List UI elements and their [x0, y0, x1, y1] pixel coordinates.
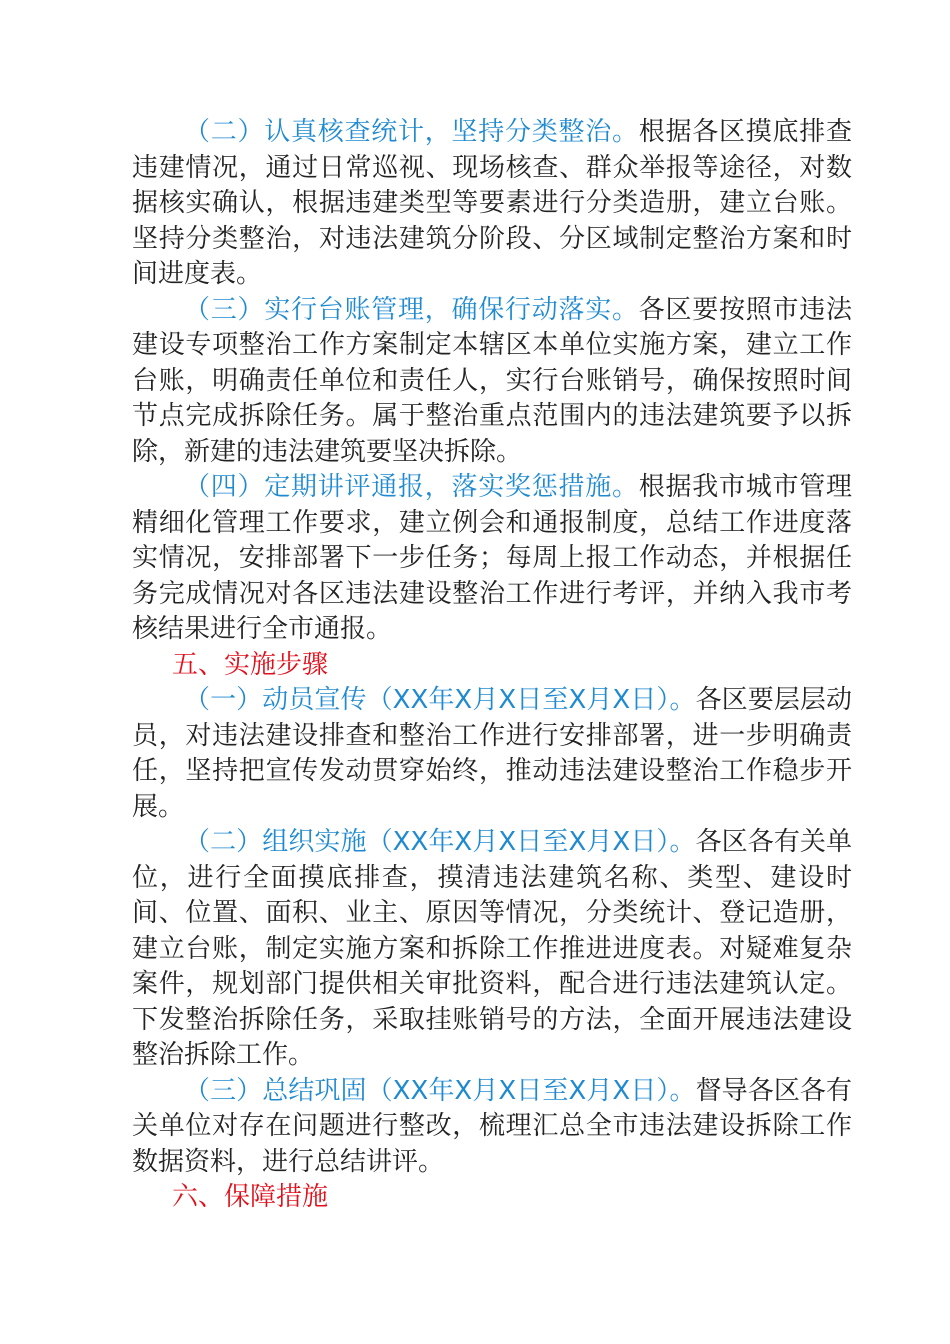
paragraph-summarize-consolidate	[132, 1074, 852, 1181]
paragraph-body: 各区要层层动员，对违法建设排查和整治工作进行安排部署，进一步明确责任，坚持把宣传发动贯穿始终，推动违法建设整治工作稳步开展。	[132, 685, 852, 822]
paragraph-ledger-management	[132, 293, 852, 471]
paragraph-review-and-report	[132, 470, 852, 648]
subheading-summarize-consolidate: （三）总结巩固（XX年X月X日至X月X日）。	[184, 1075, 696, 1106]
document-body	[132, 115, 852, 1216]
paragraph-body: 根据我市城市管理精细化管理工作要求，建立例会和通报制度，总结工作进度落实情况，安排部署下一步任务；每周上报工作动态，并根据任务完成情况对各区违法建设整治工作进行考评，并纳入我市考核结果进行全市通报。	[132, 472, 852, 644]
subheading-mobilization: （一）动员宣传（XX年X月X日至X月X日）。	[184, 685, 696, 715]
paragraph-mobilization	[132, 683, 852, 825]
paragraph-body: 各区各有关单位，进行全面摸底排查，摸清违法建筑名称、类型、建设时间、位置、面积、业主、原因等情况，分类统计、登记造册，建立台账，制定实施方案和拆除工作推进进度表。对疑难复杂案件，规划部门提供相关审批资料，配合进行违法建筑认定。下发整治拆除任务，采取挂账销号的方法，全面开展违法建设整治拆除工作。	[132, 827, 852, 1070]
paragraph-body: 督导各区各有关单位对存在问题进行整改，梳理汇总全市违法建设拆除工作数据资料，进行总结讲评。	[132, 1075, 852, 1177]
section-heading-implementation-steps: 五、实施步骤	[172, 649, 329, 680]
paragraph-organize-implementation	[132, 825, 852, 1074]
subheading-verify-and-classify: （二）认真核查统计，坚持分类整治。	[184, 117, 639, 147]
paragraph-verify-and-classify	[132, 115, 852, 293]
paragraph-body: 各区要按照市违法建设专项整治工作方案制定本辖区本单位实施方案，建立工作台账，明确责任单位和责任人，实行台账销号，确保按照时间节点完成拆除任务。属于整治重点范围内的违法建筑要予以拆除，新建的违法建筑要坚决拆除。	[132, 294, 852, 467]
section-heading-safeguard-measures: 六、保障措施	[172, 1182, 329, 1212]
paragraph-body: 根据各区摸底排查违建情况，通过日常巡视、现场核查、群众举报等途径，对数据核实确认，根据违建类型等要素进行分类造册，建立台账。坚持分类整治，对违法建筑分阶段、分区域制定整治方案和时间进度表。	[132, 117, 852, 289]
subheading-organize-implementation: （二）组织实施（XX年X月X日至X月X日）。	[184, 827, 696, 857]
subheading-ledger-management: （三）实行台账管理，确保行动落实。	[184, 294, 639, 325]
subheading-review-and-report: （四）定期讲评通报，落实奖惩措施。	[184, 472, 639, 502]
